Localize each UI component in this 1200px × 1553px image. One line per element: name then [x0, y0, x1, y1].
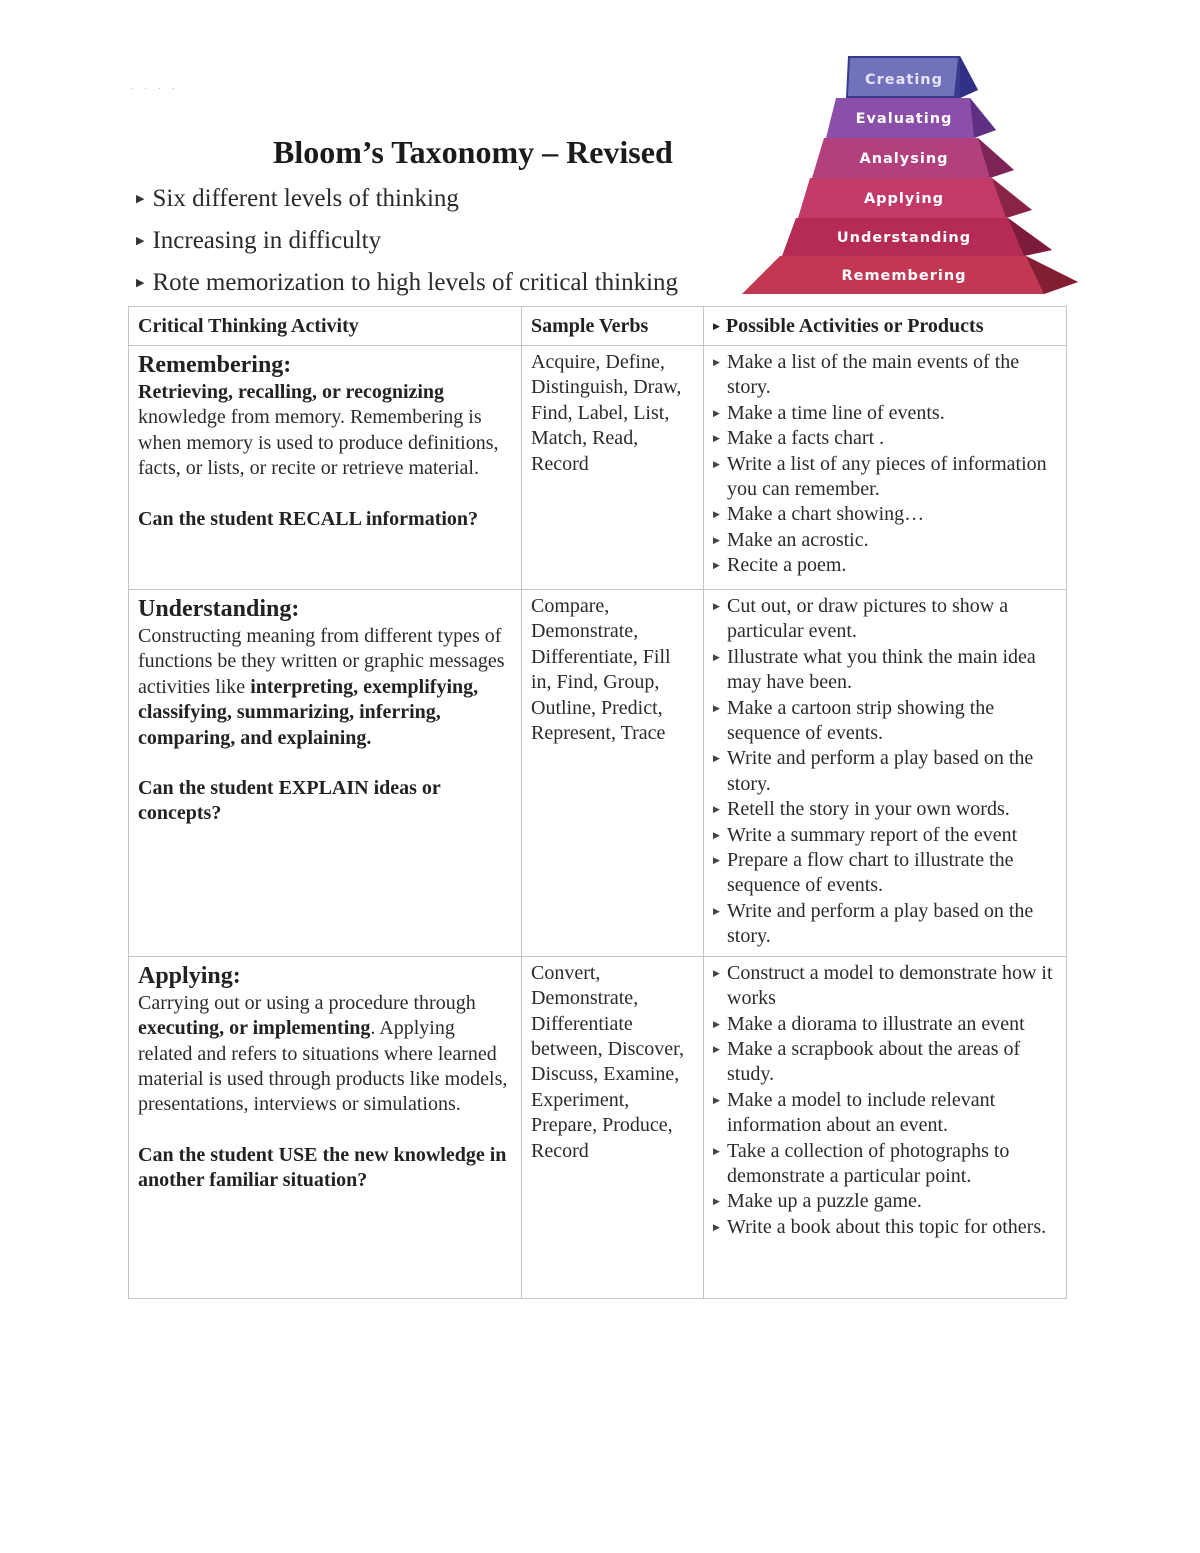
- page-title: Bloom’s Taxonomy – Revised: [273, 134, 673, 170]
- list-item: ▶ Make a model to include relevant information about an event.: [713, 1088, 996, 1137]
- header-critical-thinking: Critical Thinking Activity: [129, 307, 522, 346]
- triangle-bullet-icon: ▶: [713, 804, 720, 815]
- triangle-bullet-icon: ▶: [713, 321, 720, 331]
- pyramid-label-evaluating: Evaluating: [855, 111, 953, 127]
- list-item: ▶ Write a book about this topic for others.: [713, 1215, 1058, 1240]
- triangle-bullet-icon: ▶: [713, 407, 720, 418]
- list-item: ▶ Recite a poem.: [713, 553, 1058, 578]
- level-description: Carrying out or using a procedure through executing, or implementing. Applying related and refers to situations where learned material is used through products like models, presentations, interviews or simulations.: [138, 991, 508, 1116]
- table-row: [129, 956, 1067, 1298]
- table-header-row: [129, 307, 1067, 346]
- activities-table: [128, 306, 1067, 1299]
- list-item: ▶ Make a chart showing…: [713, 502, 1058, 527]
- pyramid-tier-understanding: [782, 218, 1052, 256]
- pyramid-label-understanding: Understanding: [836, 230, 972, 246]
- list-item: ▶ Write a list of any pieces of information you can remember.: [713, 452, 1047, 501]
- pyramid-label-creating: Creating: [864, 72, 944, 88]
- triangle-bullet-icon: ▶: [713, 1043, 720, 1054]
- level-question: Can the student USE the new knowledge in another familiar situation?: [138, 1143, 507, 1192]
- triangle-bullet-icon: ▶: [713, 1221, 720, 1232]
- activity-cell: [129, 590, 522, 957]
- triangle-bullet-icon: ▶: [136, 193, 145, 205]
- list-item: ▶ Take a collection of photographs to demonstrate a particular point.: [713, 1139, 1010, 1187]
- list-item: ▶ Make a diorama to illustrate an event: [713, 1012, 1058, 1037]
- triangle-bullet-icon: ▶: [713, 458, 720, 469]
- triangle-bullet-icon: ▶: [136, 235, 145, 247]
- pyramid-label-remembering: Remembering: [841, 268, 967, 284]
- activities-list: [713, 961, 1058, 1240]
- activities-cell: [704, 590, 1067, 957]
- list-item: ▶ Make a list of the main events of the story.: [713, 351, 1020, 399]
- pyramid-tier-applying: [798, 178, 1032, 218]
- triangle-bullet-icon: ▶: [713, 967, 720, 978]
- level-name: Remembering:: [138, 352, 292, 378]
- list-item: ▶ Make a facts chart .: [713, 426, 1058, 451]
- triangle-bullet-icon: ▶: [713, 433, 720, 444]
- triangle-bullet-icon: ▶: [713, 1145, 720, 1156]
- scan-specks: · · · ·: [130, 84, 179, 95]
- list-item: ▶ Prepare a flow chart to illustrate the sequence of events.: [713, 849, 1014, 897]
- activities-cell: [704, 956, 1067, 1298]
- triangle-bullet-icon: ▶: [713, 702, 720, 713]
- triangle-bullet-icon: ▶: [713, 905, 720, 916]
- list-item: ▶ Make a cartoon strip showing the sequence of events.: [713, 696, 995, 745]
- list-item: ▶ Construct a model to demonstrate how it works: [713, 961, 1053, 1010]
- triangle-bullet-icon: ▶: [713, 855, 720, 866]
- sample-verbs-cell: Acquire, Define, Distinguish, Draw, Find, Label, List, Match, Read, Record: [522, 346, 704, 590]
- intro-bullets: [136, 178, 678, 304]
- pyramid-tier-remembering: [742, 256, 1078, 294]
- triangle-bullet-icon: ▶: [713, 509, 720, 520]
- activity-cell: [129, 956, 522, 1298]
- list-item: ▶ Make a time line of events.: [713, 401, 1058, 426]
- activities-list: [713, 350, 1058, 579]
- triangle-bullet-icon: ▶: [713, 753, 720, 764]
- intro-bullet: ▶ Rote memorization to high levels of critical thinking: [136, 262, 678, 304]
- level-question: Can the student EXPLAIN ideas or concepts?: [138, 777, 441, 825]
- bloom-pyramid: [738, 50, 1084, 296]
- list-item: ▶ Write and perform a play based on the story.: [713, 747, 1034, 795]
- intro-bullet: ▶ Increasing in difficulty: [136, 220, 678, 262]
- triangle-bullet-icon: ▶: [713, 560, 720, 571]
- intro-bullet: ▶ Six different levels of thinking: [136, 178, 678, 220]
- header-possible-activities: ▶ Possible Activities or Products: [704, 307, 1067, 346]
- triangle-bullet-icon: ▶: [713, 1094, 720, 1105]
- list-item: ▶ Write and perform a play based on the story.: [713, 899, 1034, 948]
- triangle-bullet-icon: ▶: [713, 829, 720, 840]
- pyramid-tier-analysing: [812, 138, 1014, 178]
- list-item: ▶ Make up a puzzle game.: [713, 1189, 1058, 1214]
- sample-verbs-cell: Convert, Demonstrate, Differentiate between, Discover, Discuss, Examine, Experiment, Prepare, Produce, Record: [522, 956, 704, 1298]
- list-item: ▶ Make a scrapbook about the areas of study.: [713, 1037, 1021, 1086]
- activities-cell: [704, 346, 1067, 590]
- list-item: ▶ Illustrate what you think the main idea may have been.: [713, 645, 1036, 694]
- level-name: Applying:: [138, 962, 241, 989]
- triangle-bullet-icon: ▶: [713, 1018, 720, 1029]
- list-item: ▶ Make an acrostic.: [713, 528, 1058, 553]
- triangle-bullet-icon: ▶: [713, 534, 720, 545]
- level-description: Retrieving, recalling, or recognizing knowledge from memory. Remembering is when memory is used to produce definitions, facts, or lists, or recite or retrieve material.: [138, 381, 499, 480]
- list-item: ▶ Cut out, or draw pictures to show a particular event.: [713, 595, 1009, 643]
- list-item: ▶ Write a summary report of the event: [713, 823, 1058, 848]
- header-sample-verbs: Sample Verbs: [522, 307, 704, 346]
- pyramid-label-applying: Applying: [863, 191, 945, 207]
- pyramid-tier-evaluating: [826, 98, 996, 138]
- level-question: Can the student RECALL information?: [138, 507, 479, 530]
- triangle-bullet-icon: ▶: [713, 1196, 720, 1207]
- triangle-bullet-icon: ▶: [713, 357, 720, 367]
- sample-verbs-cell: Compare, Demonstrate, Differentiate, Fill in, Find, Group, Outline, Predict, Represent, Trace: [522, 590, 704, 957]
- table-row: [129, 590, 1067, 957]
- activity-cell: [129, 346, 522, 590]
- list-item: ▶ Retell the story in your own words.: [713, 797, 1058, 822]
- level-description: Constructing meaning from different types of functions be they written or graphic messages activities like interpreting, exemplifying, classifying, summarizing, inferring, comparing, and explaining.: [138, 625, 505, 749]
- triangle-bullet-icon: ▶: [136, 277, 145, 289]
- pyramid-label-analysing: Analysing: [859, 151, 949, 167]
- activities-list: [713, 594, 1058, 950]
- triangle-bullet-icon: ▶: [713, 651, 720, 662]
- level-name: Understanding:: [138, 596, 300, 622]
- triangle-bullet-icon: ▶: [713, 601, 720, 611]
- table-row: [129, 346, 1067, 590]
